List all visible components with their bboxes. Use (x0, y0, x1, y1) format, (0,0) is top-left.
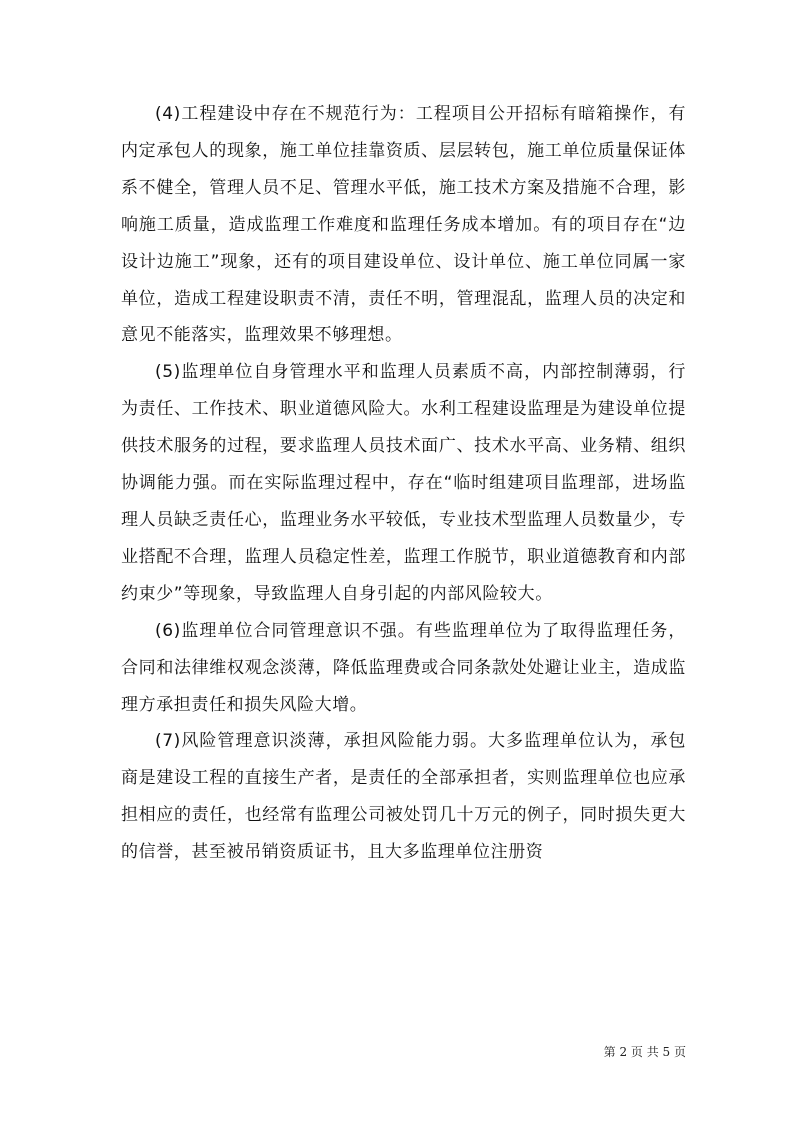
document-body (121, 96, 686, 871)
paragraph-6: (6)监理单位合同管理意识不强。有些监理单位为了取得监理任务，合同和法律维权观念淡薄，降低监理费或合同条款处处避让业主，造成监理方承担责任和损失风险大增。 (121, 620, 686, 715)
paragraph-5: (5)监理单位自身管理水平和监理人员素质不高，内部控制薄弱，行为责任、工作技术、职业道德风险大。水利工程建设监理是为建设单位提供技术服务的过程，要求监理人员技术面广、技术水平高、业务精、组织协调能力强。而在实际监理过程中，存在“临时组建项目监理部，进场监理人员缺乏责任心，监理业务水平较低，专业技术型监理人员数量少，专业搭配不合理，监理人员稳定性差，监理工作脱节，职业道德教育和内部约束少”等现象，导致监理人自身引起的内部风险较大。 (121, 362, 686, 604)
page-number-footer: 第 2 页 共 5 页 (603, 1045, 686, 1059)
paragraph-7: (7)风险管理意识淡薄，承担风险能力弱。大多监理单位认为，承包商是建设工程的直接生产者，是责任的全部承担者，实则监理单位也应承担相应的责任，也经常有监理公司被处罚几十万元的例子，同时损失更大的信誉，甚至被吊销资质证书，且大多监理单位注册资 (121, 731, 686, 863)
paragraph-4: (4)工程建设中存在不规范行为：工程项目公开招标有暗箱操作，有内定承包人的现象，施工单位挂靠资质、层层转包，施工单位质量保证体系不健全，管理人员不足、管理水平低，施工技术方案及措施不合理，影响施工质量，造成监理工作难度和监理任务成本增加。有的项目存在“边设计边施工”现象，还有的项目建设单位、设计单位、施工单位同属一家单位，造成工程建设职责不清，责任不明，管理混乱，监理人员的决定和意见不能落实，监理效果不够理想。 (121, 104, 686, 346)
